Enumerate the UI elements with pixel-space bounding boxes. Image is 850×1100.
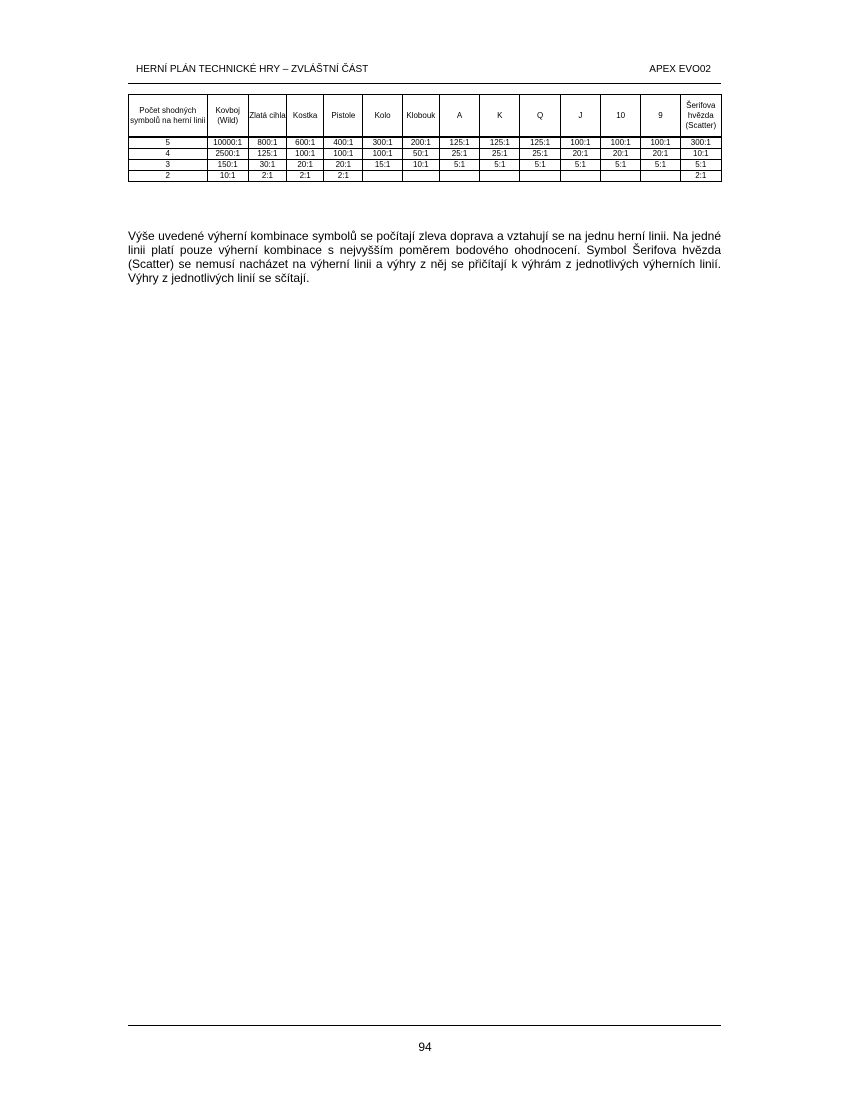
- column-header-kolo: Kolo: [363, 95, 402, 138]
- table-cell: 5:1: [641, 160, 680, 171]
- table-cell: 20:1: [641, 149, 680, 160]
- table-cell: 2:1: [287, 171, 324, 182]
- table-cell: 20:1: [287, 160, 324, 171]
- table-cell: [560, 171, 600, 182]
- column-header-symbol-count: Počet shodných symbolů na herní linii: [129, 95, 208, 138]
- paytable-header-row: [129, 95, 722, 138]
- column-header-j: J: [560, 95, 600, 138]
- page-header: [128, 63, 721, 84]
- table-cell: [641, 171, 680, 182]
- table-cell: 3: [129, 160, 208, 171]
- table-cell: 100:1: [560, 137, 600, 149]
- table-cell: 125:1: [480, 137, 520, 149]
- table-cell: 2:1: [248, 171, 286, 182]
- table-cell: 5:1: [480, 160, 520, 171]
- table-cell: 30:1: [248, 160, 286, 171]
- table-cell: 5: [129, 137, 208, 149]
- table-cell: 2: [129, 171, 208, 182]
- table-cell: 10000:1: [207, 137, 248, 149]
- table-cell: 2500:1: [207, 149, 248, 160]
- table-cell: 400:1: [324, 137, 363, 149]
- document-title: HERNÍ PLÁN TECHNICKÉ HRY – ZVLÁŠTNÍ ČÁST: [136, 64, 369, 75]
- column-header-pistole: Pistole: [324, 95, 363, 138]
- table-cell: [439, 171, 479, 182]
- table-row: [129, 137, 722, 149]
- table-cell: [402, 171, 439, 182]
- table-cell: 100:1: [601, 137, 641, 149]
- table-cell: 600:1: [287, 137, 324, 149]
- footer-divider: [128, 1025, 721, 1026]
- table-cell: 125:1: [248, 149, 286, 160]
- table-cell: 125:1: [520, 137, 560, 149]
- table-cell: 200:1: [402, 137, 439, 149]
- table-cell: 5:1: [601, 160, 641, 171]
- column-header-a: A: [439, 95, 479, 138]
- table-cell: 100:1: [641, 137, 680, 149]
- table-cell: 10:1: [207, 171, 248, 182]
- table-cell: 5:1: [520, 160, 560, 171]
- column-header-kovboj: Kovboj (Wild): [207, 95, 248, 138]
- column-header-q: Q: [520, 95, 560, 138]
- table-cell: 100:1: [363, 149, 402, 160]
- table-cell: 20:1: [324, 160, 363, 171]
- table-cell: 25:1: [439, 149, 479, 160]
- column-header-scatter: Šerifova hvězda (Scatter): [680, 95, 721, 138]
- table-cell: 800:1: [248, 137, 286, 149]
- table-cell: 25:1: [480, 149, 520, 160]
- page-number: 94: [418, 1040, 432, 1054]
- document-code: APEX EVO02: [649, 64, 711, 75]
- column-header-9: 9: [641, 95, 680, 138]
- column-header-kostka: Kostka: [287, 95, 324, 138]
- table-cell: 50:1: [402, 149, 439, 160]
- column-header-zlata-cihla: Zlatá cihla: [248, 95, 286, 138]
- table-cell: 100:1: [287, 149, 324, 160]
- table-cell: 4: [129, 149, 208, 160]
- table-cell: 5:1: [680, 160, 721, 171]
- table-cell: 300:1: [680, 137, 721, 149]
- table-cell: 5:1: [560, 160, 600, 171]
- table-cell: 10:1: [402, 160, 439, 171]
- table-row: [129, 149, 722, 160]
- table-cell: 5:1: [439, 160, 479, 171]
- paytable: [128, 94, 722, 182]
- table-cell: 125:1: [439, 137, 479, 149]
- table-cell: 25:1: [520, 149, 560, 160]
- table-cell: [601, 171, 641, 182]
- table-cell: 2:1: [324, 171, 363, 182]
- table-cell: 300:1: [363, 137, 402, 149]
- table-cell: [363, 171, 402, 182]
- table-cell: 2:1: [680, 171, 721, 182]
- table-cell: 150:1: [207, 160, 248, 171]
- column-header-klobouk: Klobouk: [402, 95, 439, 138]
- table-cell: [520, 171, 560, 182]
- table-cell: [480, 171, 520, 182]
- rules-paragraph: Výše uvedené výherní kombinace symbolů se počítají zleva doprava a vztahují se na jednu herní linii. Na jedné linii platí pouze výherní kombinace s nejvyšším poměrem bodového ohodnocení. Symbol Šerifova hvězda (Scatter) se nemusí nacházet na výherní linii a výhry z něj se přičítají k výhrám z jednotlivých výherních linií. Výhry z jednotlivých linií se sčítají.: [128, 229, 721, 285]
- table-cell: 20:1: [560, 149, 600, 160]
- column-header-10: 10: [601, 95, 641, 138]
- table-row: [129, 160, 722, 171]
- column-header-k: K: [480, 95, 520, 138]
- table-cell: 10:1: [680, 149, 721, 160]
- table-row: [129, 171, 722, 182]
- table-cell: 20:1: [601, 149, 641, 160]
- table-cell: 15:1: [363, 160, 402, 171]
- table-cell: 100:1: [324, 149, 363, 160]
